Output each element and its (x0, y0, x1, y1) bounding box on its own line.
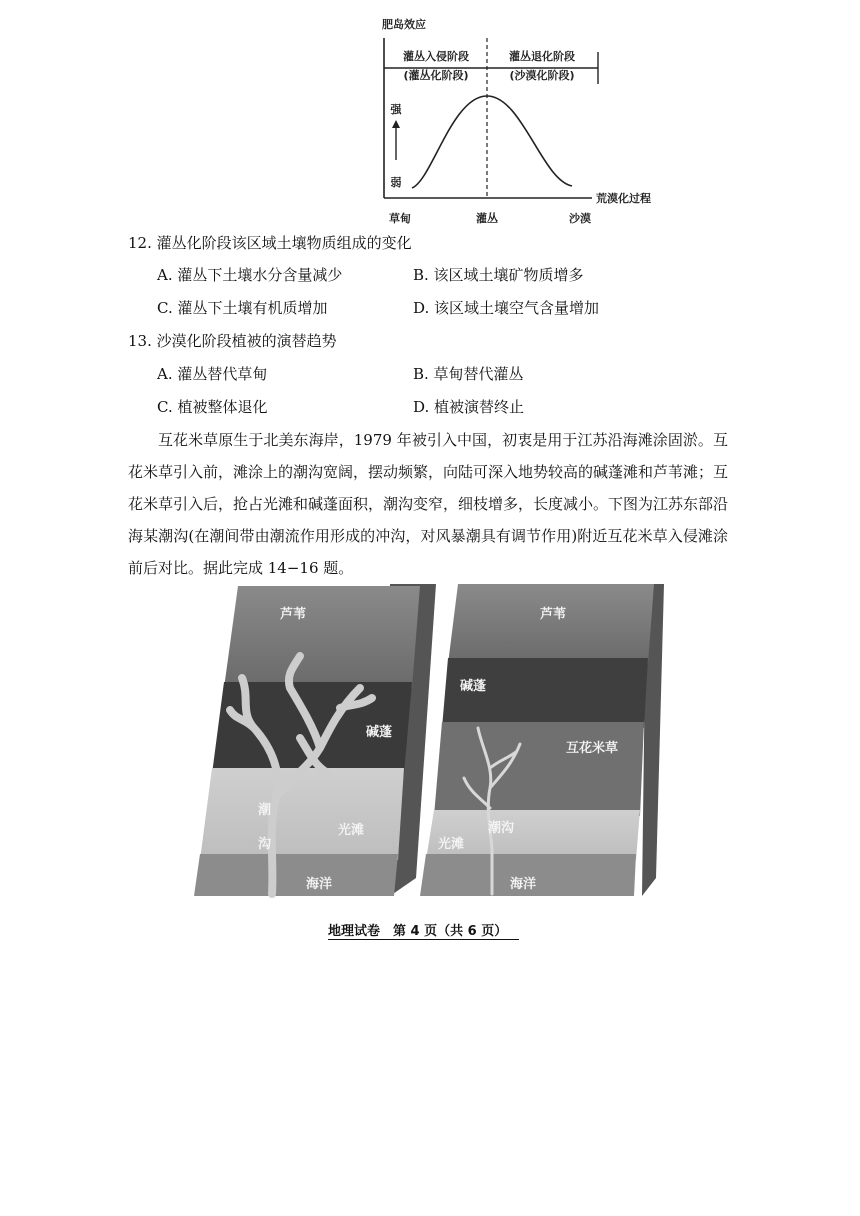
q12-option-c: C. 灌丛下土壤有机质增加 (157, 299, 328, 317)
page-footer: 地理试卷 第 4 页（共 6 页） (328, 920, 519, 940)
spartina-comparison-figure (190, 578, 670, 908)
right-label-spartina: 互花米草 (566, 741, 619, 756)
q12-option-d: D. 该区域土壤空气含量增加 (413, 299, 600, 317)
left-label-flat: 光滩 (338, 823, 365, 838)
q12-option-b: B. 该区域土壤矿物质增多 (413, 266, 584, 284)
left-label-creek-2: 沟 (258, 837, 272, 852)
right-label-creek: 潮沟 (488, 821, 515, 836)
left-reed-zone (224, 586, 420, 688)
passage-paragraph: 互花米草原生于北美东海岸，1979 年被引入中国，初衷是用于江苏沿海滩涂固淤。互花米草引入前，滩涂上的潮沟宽阔，摆动频繁，向陆可深入地势较高的碱蓬滩和芦苇滩；互花米草引入后，抢占光滩和碱蓬面积，潮沟变窄，细枝增多，长度减小。下图为江苏东部沿海某潮沟(在潮间带由潮流作用形成的冲沟，对风暴潮具有调节作用)附近互花米草入侵滩涂前后对比。据此完成 14−16 题。 (128, 431, 729, 577)
q12-option-a: A. 灌丛下土壤水分含量减少 (157, 266, 343, 284)
stage1-label-line2: (灌丛化阶段) (403, 69, 469, 82)
right-reed-zone (448, 584, 654, 664)
q12-stem: 12. 灌丛化阶段该区域土壤物质组成的变化 (128, 234, 412, 252)
before-invasion-block (194, 584, 436, 896)
right-spartina-zone (434, 722, 644, 816)
left-label-sea: 海洋 (306, 877, 333, 892)
q13-option-a: A. 灌丛替代草甸 (157, 365, 268, 383)
q13-option-b: B. 草甸替代灌丛 (413, 365, 524, 383)
stage2-label-line1: 灌丛退化阶段 (509, 50, 575, 63)
left-sea-zone (194, 854, 398, 896)
x-tick-shrub: 灌丛 (476, 212, 498, 225)
y-low-label: 弱 (390, 176, 402, 189)
stage1-label-line1: 灌丛入侵阶段 (403, 50, 469, 63)
right-label-flat: 光滩 (438, 837, 465, 852)
y-high-label: 强 (390, 103, 402, 116)
left-label-reed: 芦苇 (280, 607, 307, 622)
left-flat-zone (200, 768, 404, 860)
fertile-island-curve (412, 96, 572, 188)
stage2-label-line2: (沙漠化阶段) (509, 69, 575, 82)
right-flat-zone (426, 810, 640, 860)
right-label-sea: 海洋 (510, 877, 537, 892)
q13-option-c: C. 植被整体退化 (157, 398, 268, 416)
chart-y-axis-label: 肥岛效应 (382, 18, 426, 31)
y-up-arrowhead (392, 120, 400, 128)
right-label-suaeda: 碱蓬 (460, 679, 487, 694)
fertile-island-chart (360, 10, 660, 232)
left-label-suaeda: 碱蓬 (366, 725, 393, 740)
q13-option-d: D. 植被演替终止 (413, 398, 525, 416)
q13-stem: 13. 沙漠化阶段植被的演替趋势 (128, 332, 337, 350)
x-tick-desert: 沙漠 (569, 212, 591, 225)
after-invasion-block (420, 584, 664, 896)
x-tick-meadow: 草甸 (389, 212, 411, 225)
x-axis-label: 荒漠化过程 (596, 192, 651, 205)
left-label-creek-1: 潮 (258, 803, 272, 818)
right-label-reed: 芦苇 (540, 607, 567, 622)
